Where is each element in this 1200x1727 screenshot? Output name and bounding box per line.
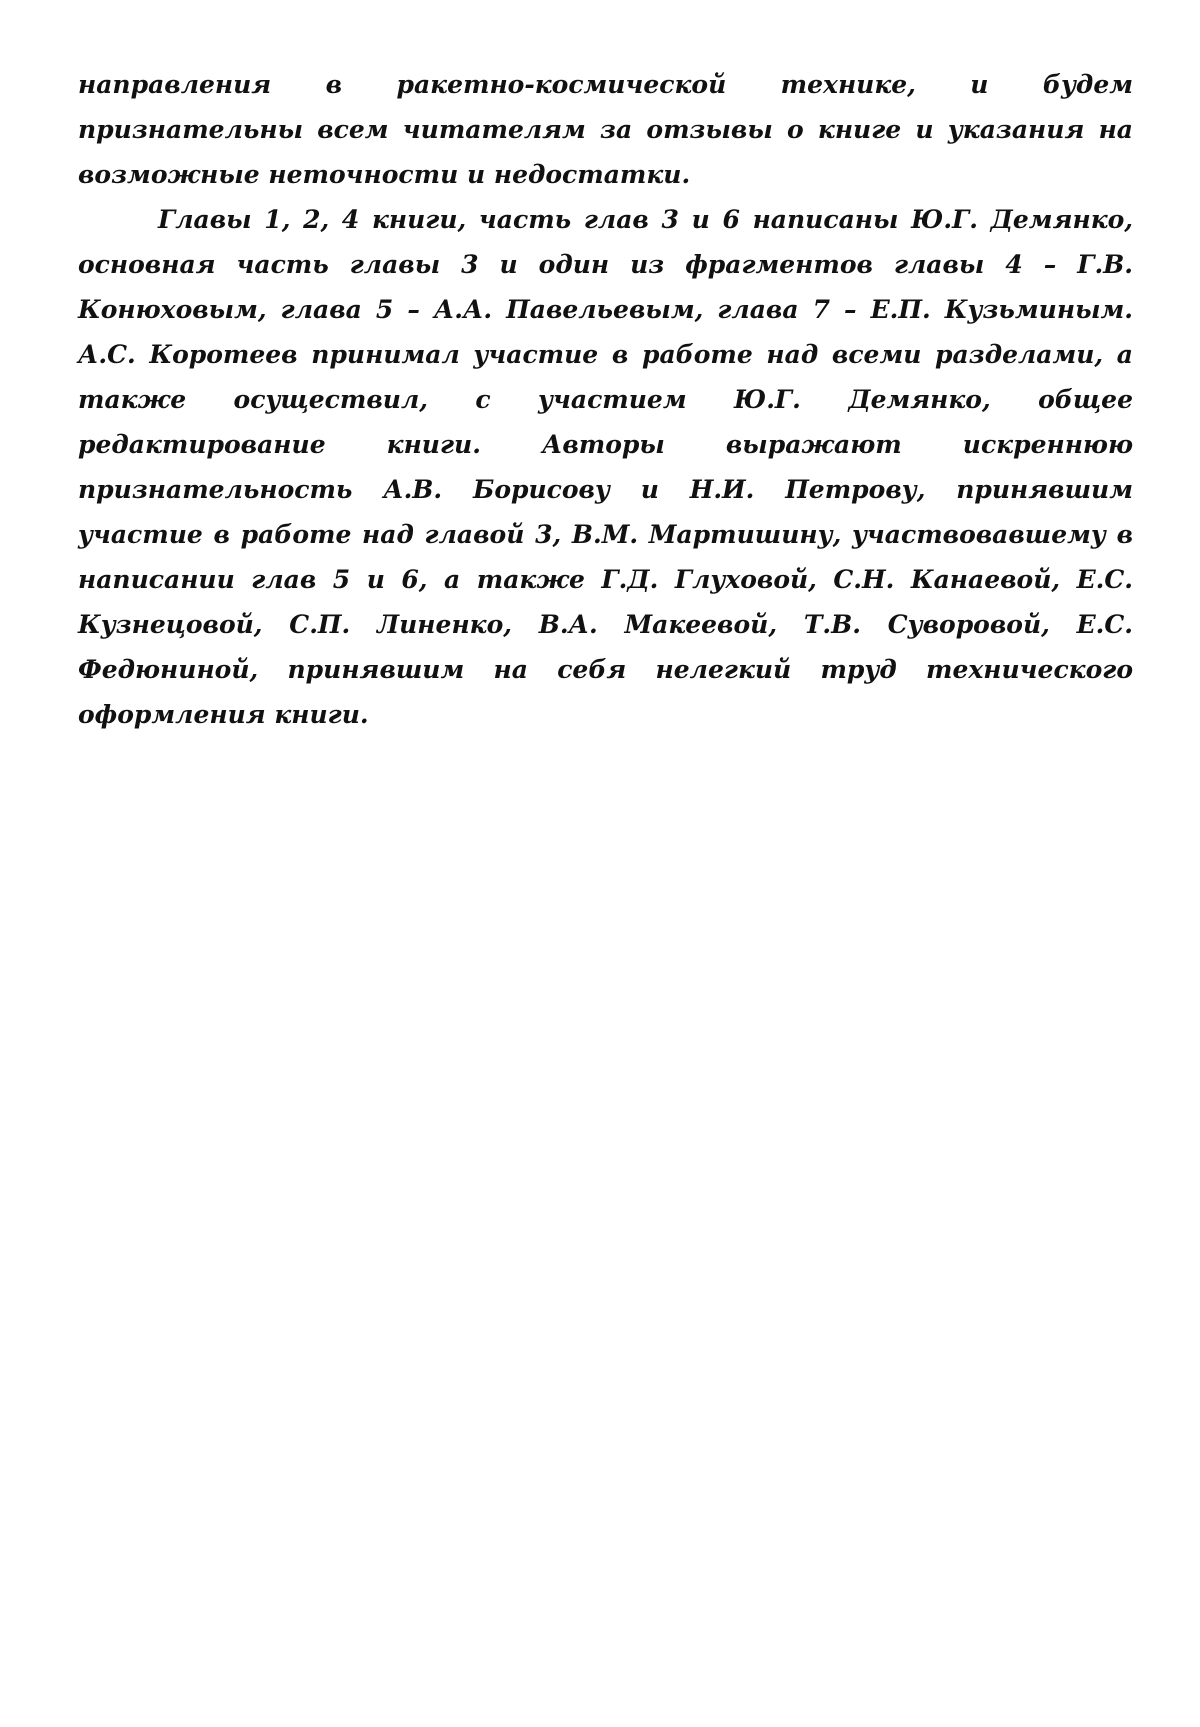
body-text — [78, 62, 1133, 737]
paragraph-authors: Главы 1, 2, 4 книги, часть глав 3 и 6 написаны Ю.Г. Демянко, основная часть главы 3 и один из фрагментов главы 4 – Г.В. Конюховым, глава 5 – А.А. Павельевым, глава 7 – Е.П. Кузьминым. А.С. Коротеев принимал участие в работе над всеми разделами, а также осуществил, с участием Ю.Г. Демянко, общее редактирование книги. Авторы выражают искреннюю признательность А.В. Борисову и Н.И. Петрову, принявшим участие в работе над главой 3, В.М. Мартишину, участвовавшему в написании глав 5 и 6, а также Г.Д. Глуховой, С.Н. Канаевой, Е.С. Кузнецовой, С.П. Линенко, В.А. Макеевой, Т.В. Суворовой, Е.С. Федюниной, принявшим на себя нелегкий труд технического оформления книги. — [78, 205, 1133, 729]
paragraph-continuation: направления в ракетно-космической технике, и будем признательны всем читателям за отзывы о книге и указания на возможные неточности и недостатки. — [78, 70, 1133, 189]
